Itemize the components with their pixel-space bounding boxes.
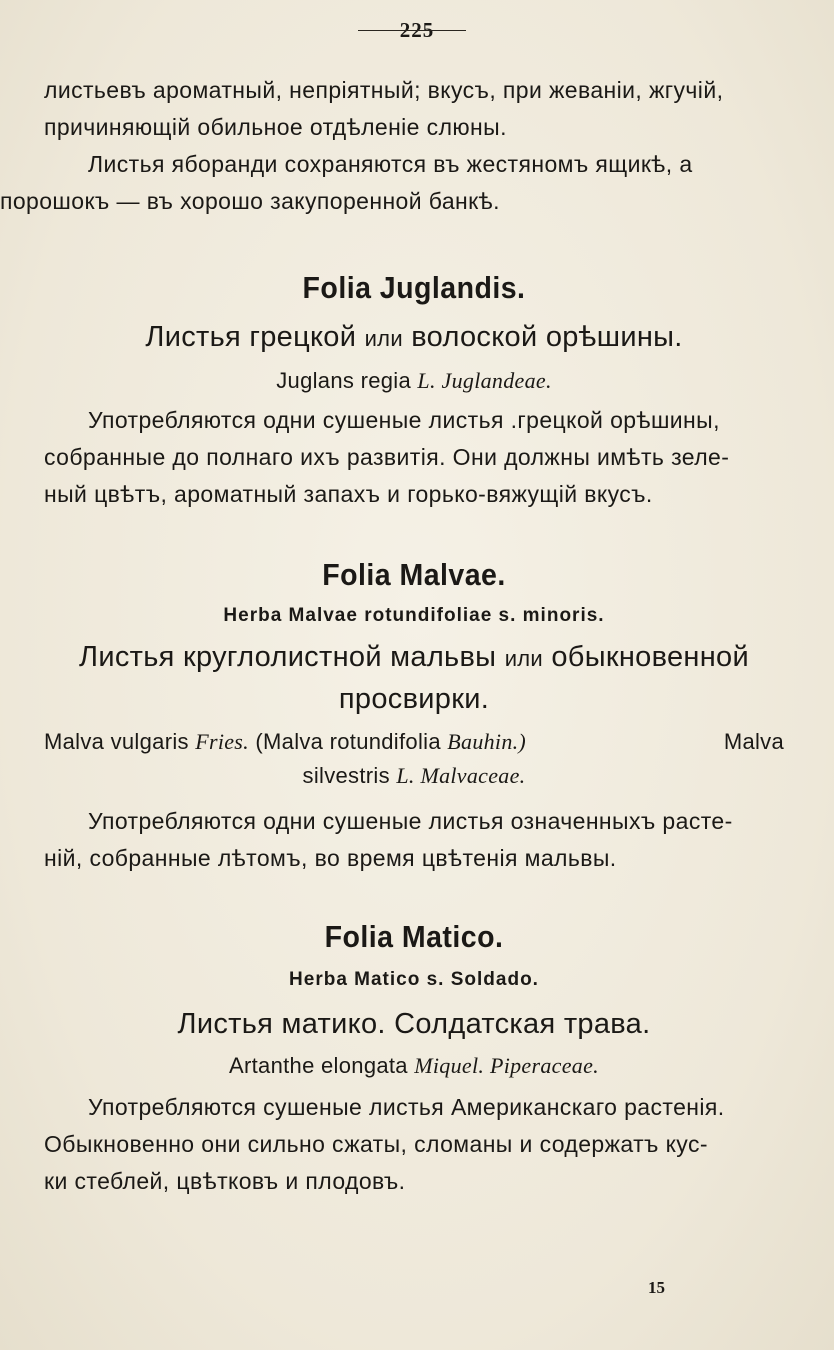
text-line: порошокъ — въ хорошо закупоренной банкѣ. bbox=[0, 188, 500, 214]
text-line: ный цвѣтъ, ароматный запахъ и горько-вяжущій вкусъ. bbox=[44, 481, 653, 507]
description-juglandis bbox=[44, 402, 784, 513]
russian-name: обыкновенной bbox=[551, 641, 749, 673]
intro-paragraph-2 bbox=[0, 146, 784, 220]
author-name: Bauhin.) bbox=[447, 729, 527, 754]
text-line: Употребляются сушеные листья Американскаго растенія. bbox=[88, 1094, 725, 1120]
text-line: Употребляются одни сушеные листья означенныхъ расте- bbox=[88, 808, 733, 834]
section-title-juglandis: Folia Juglandis. bbox=[302, 270, 526, 305]
text-line: Употребляются одни сушеные листья .грецкой орѣшины, bbox=[88, 407, 720, 433]
text-line: ки стеблей, цвѣтковъ и плодовъ. bbox=[44, 1168, 406, 1194]
russian-or: или bbox=[504, 646, 544, 671]
signature-mark: 15 bbox=[648, 1278, 665, 1297]
plant-name: (Malva rotundifolia bbox=[255, 729, 441, 754]
russian-or: или bbox=[364, 326, 403, 351]
section-russian-title-malvae bbox=[44, 637, 784, 719]
russian-name: просвирки. bbox=[338, 683, 490, 715]
section-title-malvae: Folia Malvae. bbox=[322, 557, 506, 592]
russian-name: волоской орѣшины. bbox=[411, 321, 683, 353]
header-rule bbox=[358, 30, 466, 31]
author-family: L. Malvaceae. bbox=[396, 763, 526, 788]
description-malvae bbox=[44, 803, 784, 877]
text-line: причиняющій обильное отдѣленіе слюны. bbox=[44, 114, 507, 140]
text-line: собранные до полнаго ихъ развитія. Они должны имѣть зеле- bbox=[44, 444, 730, 470]
botanical-name-malvae bbox=[44, 725, 784, 759]
russian-name: Листья круглолистной мальвы bbox=[79, 641, 497, 673]
text-line: листьевъ ароматный, непріятный; вкусъ, при жеваніи, жгучій, bbox=[44, 77, 724, 103]
page-body bbox=[0, 72, 784, 1200]
description-matico bbox=[44, 1089, 784, 1200]
plant-name: Malva vulgaris bbox=[44, 729, 189, 754]
russian-name: Листья грецкой bbox=[145, 321, 357, 353]
synonym-malvae: Herba Malvae rotundifoliae s. minoris. bbox=[223, 605, 605, 626]
plant-name: Artanthe elongata bbox=[229, 1053, 408, 1078]
plant-name: silvestris bbox=[302, 763, 390, 788]
botanical-name-juglandis bbox=[44, 364, 784, 398]
section-russian-title-matico: Листья матико. Солдатская трава. bbox=[177, 1008, 651, 1040]
author-name: Fries. bbox=[195, 729, 249, 754]
author-family: L. Juglandeae. bbox=[417, 368, 552, 393]
text-line: ній, собранные лѣтомъ, во время цвѣтенія мальвы. bbox=[44, 845, 617, 871]
plant-name: Malva bbox=[723, 729, 784, 754]
text-line: Обыкновенно они сильно сжаты, сломаны и содержатъ кус- bbox=[44, 1131, 708, 1157]
plant-name: Juglans regia bbox=[276, 368, 411, 393]
section-russian-title-juglandis bbox=[44, 318, 784, 358]
section-title-matico: Folia Matico. bbox=[324, 919, 504, 954]
botanical-name-malvae-2 bbox=[44, 759, 784, 793]
botanical-name-matico bbox=[44, 1049, 784, 1083]
text-line: Листья яборанди сохраняются въ жестяномъ ящикѣ, а bbox=[88, 151, 693, 177]
intro-paragraph-1 bbox=[44, 72, 784, 146]
synonym-matico: Herba Matico s. Soldado. bbox=[289, 969, 539, 990]
author-family: Miquel. Piperaceae. bbox=[414, 1053, 599, 1078]
page-number: 225 bbox=[399, 18, 435, 42]
